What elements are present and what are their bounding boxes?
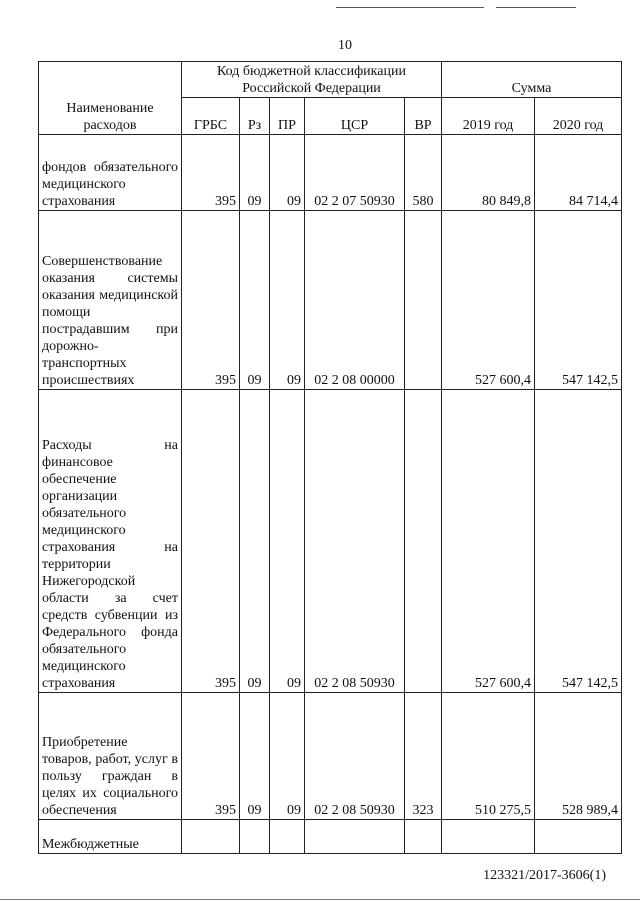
row-grbs: 395 bbox=[182, 693, 240, 820]
row-vr: 323 bbox=[405, 693, 442, 820]
row-rz: 09 bbox=[240, 390, 270, 693]
budget-table bbox=[38, 61, 622, 854]
header-2020: 2020 год bbox=[535, 98, 622, 135]
row-grbs: 395 bbox=[182, 211, 240, 390]
row-grbs: 395 bbox=[182, 135, 240, 211]
table-row bbox=[39, 390, 622, 693]
header-pr: ПР bbox=[270, 98, 305, 135]
header-sum-group: Сумма bbox=[442, 62, 622, 98]
row-rz: 09 bbox=[240, 135, 270, 211]
table-row bbox=[39, 820, 622, 854]
row-name: Приобретение товаров, работ, услуг в пользу граждан в целях их социального обеспечения bbox=[39, 693, 182, 820]
row-vr: 580 bbox=[405, 135, 442, 211]
row-2019: 80 849,8 bbox=[442, 135, 535, 211]
scan-bottom-rule bbox=[0, 899, 640, 900]
row-2020 bbox=[535, 820, 622, 854]
row-pr: 09 bbox=[270, 135, 305, 211]
row-pr: 09 bbox=[270, 390, 305, 693]
row-vr bbox=[405, 211, 442, 390]
row-2019: 527 600,4 bbox=[442, 211, 535, 390]
row-rz: 09 bbox=[240, 693, 270, 820]
row-csr: 02 2 08 50930 bbox=[305, 693, 405, 820]
row-2020: 528 989,4 bbox=[535, 693, 622, 820]
row-2020: 84 714,4 bbox=[535, 135, 622, 211]
row-name: фондов обязательного медицинского страхования bbox=[39, 135, 182, 211]
row-grbs bbox=[182, 820, 240, 854]
row-name: Совершенствование оказания системы оказания медицинской помощи пострадавшим при дорожно-транспортных происшествиях bbox=[39, 211, 182, 390]
header-rz: Рз bbox=[240, 98, 270, 135]
row-name: Расходы на финансовое обеспечение организации обязательного медицинского страхования на территории Нижегородской области за счет средств субвенции из Федерального фонда обязательного медицинского страхования bbox=[39, 390, 182, 693]
page-number: 10 bbox=[338, 38, 352, 53]
row-2020: 547 142,5 bbox=[535, 390, 622, 693]
document-code: 123321/2017-3606(1) bbox=[483, 868, 606, 883]
row-pr: 09 bbox=[270, 693, 305, 820]
scan-top-rule bbox=[496, 7, 576, 8]
header-vr: ВР bbox=[405, 98, 442, 135]
row-csr: 02 2 08 50930 bbox=[305, 390, 405, 693]
row-2019: 527 600,4 bbox=[442, 390, 535, 693]
row-2019: 510 275,5 bbox=[442, 693, 535, 820]
row-csr: 02 2 07 50930 bbox=[305, 135, 405, 211]
header-kbk-group: Код бюджетной классификации Российской Федерации bbox=[182, 62, 442, 98]
row-vr bbox=[405, 820, 442, 854]
header-name: Наименование расходов bbox=[39, 62, 182, 135]
header-grbs: ГРБС bbox=[182, 98, 240, 135]
row-vr bbox=[405, 390, 442, 693]
header-csr: ЦСР bbox=[305, 98, 405, 135]
header-2019: 2019 год bbox=[442, 98, 535, 135]
row-pr: 09 bbox=[270, 211, 305, 390]
row-rz bbox=[240, 820, 270, 854]
row-2019 bbox=[442, 820, 535, 854]
table-row bbox=[39, 693, 622, 820]
row-2020: 547 142,5 bbox=[535, 211, 622, 390]
row-name: Межбюджетные bbox=[39, 820, 182, 854]
row-grbs: 395 bbox=[182, 390, 240, 693]
row-pr bbox=[270, 820, 305, 854]
row-rz: 09 bbox=[240, 211, 270, 390]
row-csr bbox=[305, 820, 405, 854]
table-row bbox=[39, 135, 622, 211]
scan-top-rule bbox=[336, 7, 484, 8]
row-csr: 02 2 08 00000 bbox=[305, 211, 405, 390]
table-row bbox=[39, 211, 622, 390]
